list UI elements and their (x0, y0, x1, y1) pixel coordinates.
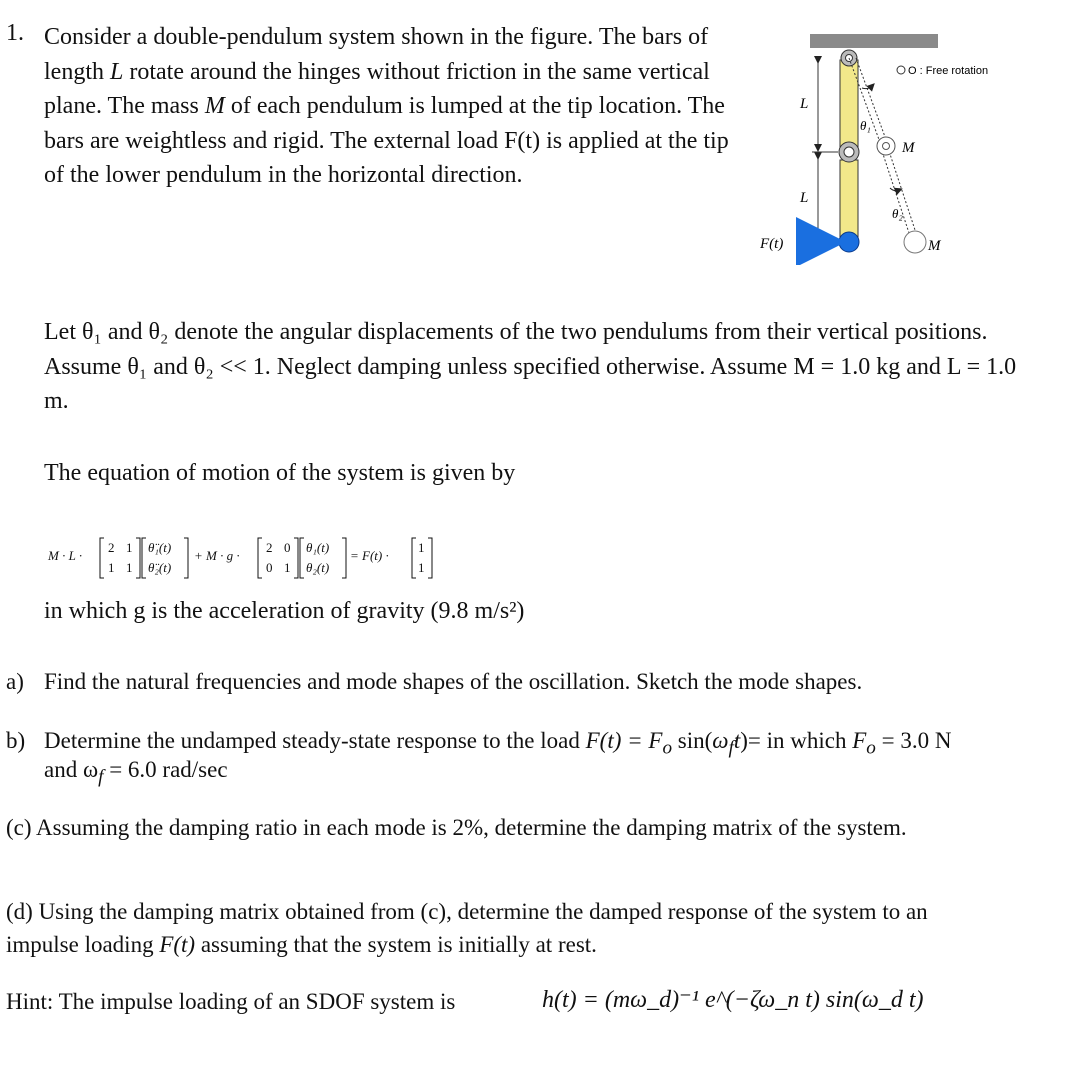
question-c: (c) Assuming the damping ratio in each mode is 2%, determine the damping matrix of the system. (6, 815, 907, 840)
stiff-k22: 1 (284, 560, 291, 575)
eom-after: in which g is the acceleration of gravity (9.8 m/s²) (44, 598, 525, 624)
lower-bar (840, 160, 858, 240)
question-b-line1: Determine the undamped steady-state response to the load $F(t) = F_o$ $\sin(\omega_ft)=$ in which $F_o = 3.0$ N (44, 728, 952, 759)
mass-m11: 2 (108, 540, 115, 555)
lower-mass-displaced (904, 231, 926, 253)
label-theta1: θ₁ (860, 118, 871, 133)
double-pendulum-figure (760, 30, 990, 265)
mass-m21: 1 (108, 560, 115, 575)
disp-1: θ₁(t) (306, 540, 330, 555)
load-1: 1 (418, 540, 425, 555)
question-a (6, 667, 863, 697)
label-theta2: θ₂ (892, 206, 903, 221)
equation-of-motion (44, 528, 464, 584)
assumptions-paragraph: Let θ₁ and θ₂ denote the angular displacements of the two pendulums from their vertical positions. Assume θ₁ and θ₂ << 1. Neglect damping unless specified otherwise. Assume M = 1.0 kg and L = 1.0 m. (44, 319, 1017, 414)
stiff-k21: 0 (266, 560, 273, 575)
load-2: 1 (418, 560, 425, 575)
question-d-line2: impulse loading F(t) assuming that the system is initially at rest. (6, 932, 597, 957)
label-free-rotation: O : Free rotation (908, 65, 989, 77)
question-b (6, 726, 1066, 788)
acc-2: θ̈₂(t) (148, 560, 172, 575)
problem-intro: Consider a double-pendulum system shown in the figure. The bars of length L rotate around the hinges without friction in the same vertical plane. The mass M of each pendulum is lumped at the tip location. The bars are weightless and rigid. The external load F(t) is applied at the tip of the lower pendulum in the horizontal direction. (44, 24, 729, 188)
hint-formula (542, 985, 924, 1015)
bottom-mass-vertical (839, 232, 859, 252)
eq-f: = F(t) · (350, 548, 389, 563)
disp-2: θ₂(t) (306, 560, 330, 575)
problem-number: 1. (6, 20, 24, 46)
mass-m22: 1 (126, 560, 133, 575)
question-a-text: Find the natural frequencies and mode shapes of the oscillation. Sketch the mode shapes. (44, 669, 863, 694)
eq-mg: + M · g · (194, 548, 240, 563)
label-M-lower: M (928, 238, 941, 254)
ceiling (810, 34, 938, 48)
label-force: F(t) (760, 236, 784, 252)
acc-1: θ̈₁(t) (148, 540, 172, 555)
question-a-label: a) (6, 669, 24, 694)
label-M-upper: M (902, 140, 915, 156)
eq-ml: M · L · (48, 548, 83, 563)
stiff-k11: 2 (266, 540, 273, 555)
eom-intro: The equation of motion of the system is given by (44, 460, 516, 486)
label-L-lower: L (800, 190, 809, 206)
question-b-line2: and $\omega_f = 6.0$ rad/sec (44, 757, 228, 788)
mass-m12: 1 (126, 540, 133, 555)
question-d-line1: (d) Using the damping matrix obtained from (c), determine the damped response of the system to an (6, 899, 928, 924)
hint-label: Hint: The impulse loading of an SDOF system is (6, 989, 456, 1014)
label-L-upper: L (800, 96, 809, 112)
hint-formula-text: h(t) = (mω_d)⁻¹ e^(−ζω_n t) sin(ω_d t) (542, 987, 924, 1013)
question-b-label: b) (6, 728, 26, 753)
stiff-k12: 0 (284, 540, 291, 555)
